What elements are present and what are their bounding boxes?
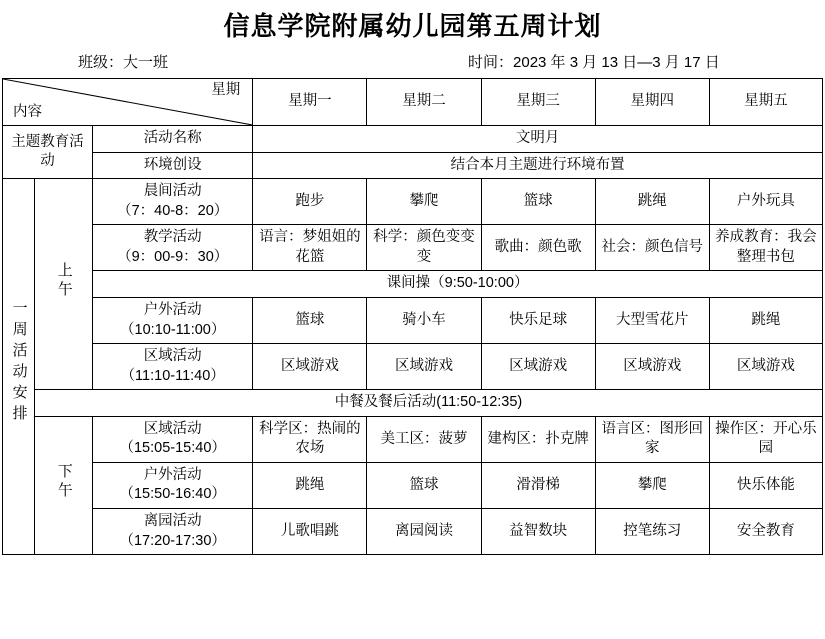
- row-label-departure: [93, 509, 253, 555]
- row-label-line2: （10:10-11:00）: [120, 321, 226, 338]
- cell-outdoor-afternoon-wed: 滑滑梯: [481, 462, 595, 508]
- schedule-row-zone-afternoon: [3, 416, 823, 462]
- cell-teaching-tue: 科学：颜色变变变: [367, 225, 481, 271]
- row-label-line2: （7：40-8：20）: [117, 202, 229, 219]
- cell-zone-afternoon-mon: 科学区：热闹的农场: [253, 416, 367, 462]
- break-exercise-text: 课间操（9:50-10:00）: [93, 271, 823, 298]
- cell-morning-exercise-fri: 户外玩具: [709, 179, 822, 225]
- theme-row-label-2: 环境创设: [93, 152, 253, 179]
- cell-zone-morning-wed: 区域游戏: [481, 344, 595, 390]
- row-label-teaching: [93, 225, 253, 271]
- weekday-header-3: 星期三: [481, 79, 595, 126]
- cell-teaching-thu: 社会：颜色信号: [595, 225, 709, 271]
- cell-outdoor-morning-fri: 跳绳: [709, 297, 822, 343]
- week-header-label: 星期: [211, 82, 241, 98]
- date-range-label: 时间：2023 年 3 月 13 日—3 月 17 日: [468, 54, 720, 71]
- row-label-line1: 区域活动: [143, 348, 202, 365]
- row-label-line1: 户外活动: [143, 466, 202, 483]
- schedule-row-zone-morning: [3, 344, 823, 390]
- content-header-label: 内容: [13, 104, 42, 121]
- cell-zone-afternoon-thu: 语言区：图形回家: [595, 416, 709, 462]
- row-label-line1: 教学活动: [143, 229, 202, 246]
- subheader: [0, 49, 825, 78]
- cell-zone-morning-mon: 区域游戏: [253, 344, 367, 390]
- corner-header-cell: [3, 79, 253, 126]
- cell-morning-exercise-mon: 跑步: [253, 179, 367, 225]
- schedule-row-departure: [3, 509, 823, 555]
- weekday-header-4: 星期四: [595, 79, 709, 126]
- row-label-outdoor-afternoon: [93, 462, 253, 508]
- page-title: 信息学院附属幼儿园第五周计划: [223, 12, 602, 41]
- weekday-header-1: 星期一: [253, 79, 367, 126]
- cell-departure-thu: 控笔练习: [595, 509, 709, 555]
- cell-morning-exercise-wed: 篮球: [481, 179, 595, 225]
- week-arrangement-label: [3, 179, 35, 555]
- row-label-outdoor-morning: [93, 297, 253, 343]
- morning-label-cell: [35, 179, 93, 390]
- schedule-row-teaching: [3, 225, 823, 271]
- row-label-zone-afternoon: [93, 416, 253, 462]
- table-header-row: [3, 79, 823, 126]
- cell-departure-fri: 安全教育: [709, 509, 822, 555]
- cell-teaching-wed: 歌曲：颜色歌: [481, 225, 595, 271]
- weekday-header-2: 星期二: [367, 79, 481, 126]
- theme-section-label: 主题教育活动: [3, 126, 93, 179]
- cell-outdoor-afternoon-fri: 快乐体能: [709, 462, 822, 508]
- theme-row-value-2: 结合本月主题进行环境布置: [253, 152, 823, 179]
- afternoon-label-cell: [35, 416, 93, 554]
- cell-outdoor-morning-thu: 大型雪花片: [595, 297, 709, 343]
- schedule-row-lunch: [3, 390, 823, 417]
- row-label-line2: （17:20-17:30）: [119, 532, 226, 549]
- theme-row-label-1: 活动名称: [93, 126, 253, 153]
- weekly-plan-table: [2, 78, 823, 555]
- row-label-morning-exercise: [93, 179, 253, 225]
- row-label-line1: 区域活动: [143, 420, 202, 437]
- cell-outdoor-afternoon-mon: 跳绳: [253, 462, 367, 508]
- cell-outdoor-morning-tue: 骑小车: [367, 297, 481, 343]
- cell-departure-tue: 离园阅读: [367, 509, 481, 555]
- cell-departure-wed: 益智数块: [481, 509, 595, 555]
- cell-outdoor-afternoon-thu: 攀爬: [595, 462, 709, 508]
- row-label-line2: （15:05-15:40）: [119, 440, 226, 457]
- cell-outdoor-morning-mon: 篮球: [253, 297, 367, 343]
- week-arrangement-text: 一周活动安排: [10, 300, 28, 427]
- weekday-header-5: 星期五: [709, 79, 822, 126]
- row-label-line1: 户外活动: [143, 301, 202, 318]
- schedule-row-morning-exercise: [3, 179, 823, 225]
- cell-departure-mon: 儿歌唱跳: [253, 509, 367, 555]
- theme-row-value-1: 文明月: [253, 126, 823, 153]
- cell-morning-exercise-tue: 攀爬: [367, 179, 481, 225]
- cell-zone-morning-tue: 区域游戏: [367, 344, 481, 390]
- cell-zone-afternoon-tue: 美工区：菠萝: [367, 416, 481, 462]
- class-label: 班级：大一班: [78, 54, 169, 71]
- row-label-line2: （11:10-11:40）: [120, 367, 225, 384]
- theme-row-activity-name: [3, 126, 823, 153]
- cell-teaching-mon: 语言：梦姐姐的花篮: [253, 225, 367, 271]
- schedule-row-break-exercise: [3, 271, 823, 298]
- schedule-row-outdoor-morning: [3, 297, 823, 343]
- cell-teaching-fri: 养成教育：我会整理书包: [709, 225, 822, 271]
- row-label-line1: 离园活动: [143, 513, 202, 529]
- cell-morning-exercise-thu: 跳绳: [595, 179, 709, 225]
- lunch-text: 中餐及餐后活动(11:50-12:35): [35, 390, 823, 417]
- morning-label-text: 上午: [55, 261, 73, 300]
- afternoon-label-text: 下午: [55, 463, 73, 502]
- row-label-line2: （15:50-16:40）: [119, 486, 226, 503]
- theme-row-environment: [3, 152, 823, 179]
- schedule-row-outdoor-afternoon: [3, 462, 823, 508]
- cell-outdoor-afternoon-tue: 篮球: [367, 462, 481, 508]
- row-label-line1: 晨间活动: [143, 183, 202, 200]
- cell-outdoor-morning-wed: 快乐足球: [481, 297, 595, 343]
- cell-zone-morning-thu: 区域游戏: [595, 344, 709, 390]
- cell-zone-afternoon-fri: 操作区：开心乐园: [709, 416, 822, 462]
- row-label-line2: （9：00-9：30）: [117, 248, 229, 265]
- cell-zone-morning-fri: 区域游戏: [709, 344, 822, 390]
- row-label-zone-morning: [93, 344, 253, 390]
- cell-zone-afternoon-wed: 建构区：扑克牌: [481, 416, 595, 462]
